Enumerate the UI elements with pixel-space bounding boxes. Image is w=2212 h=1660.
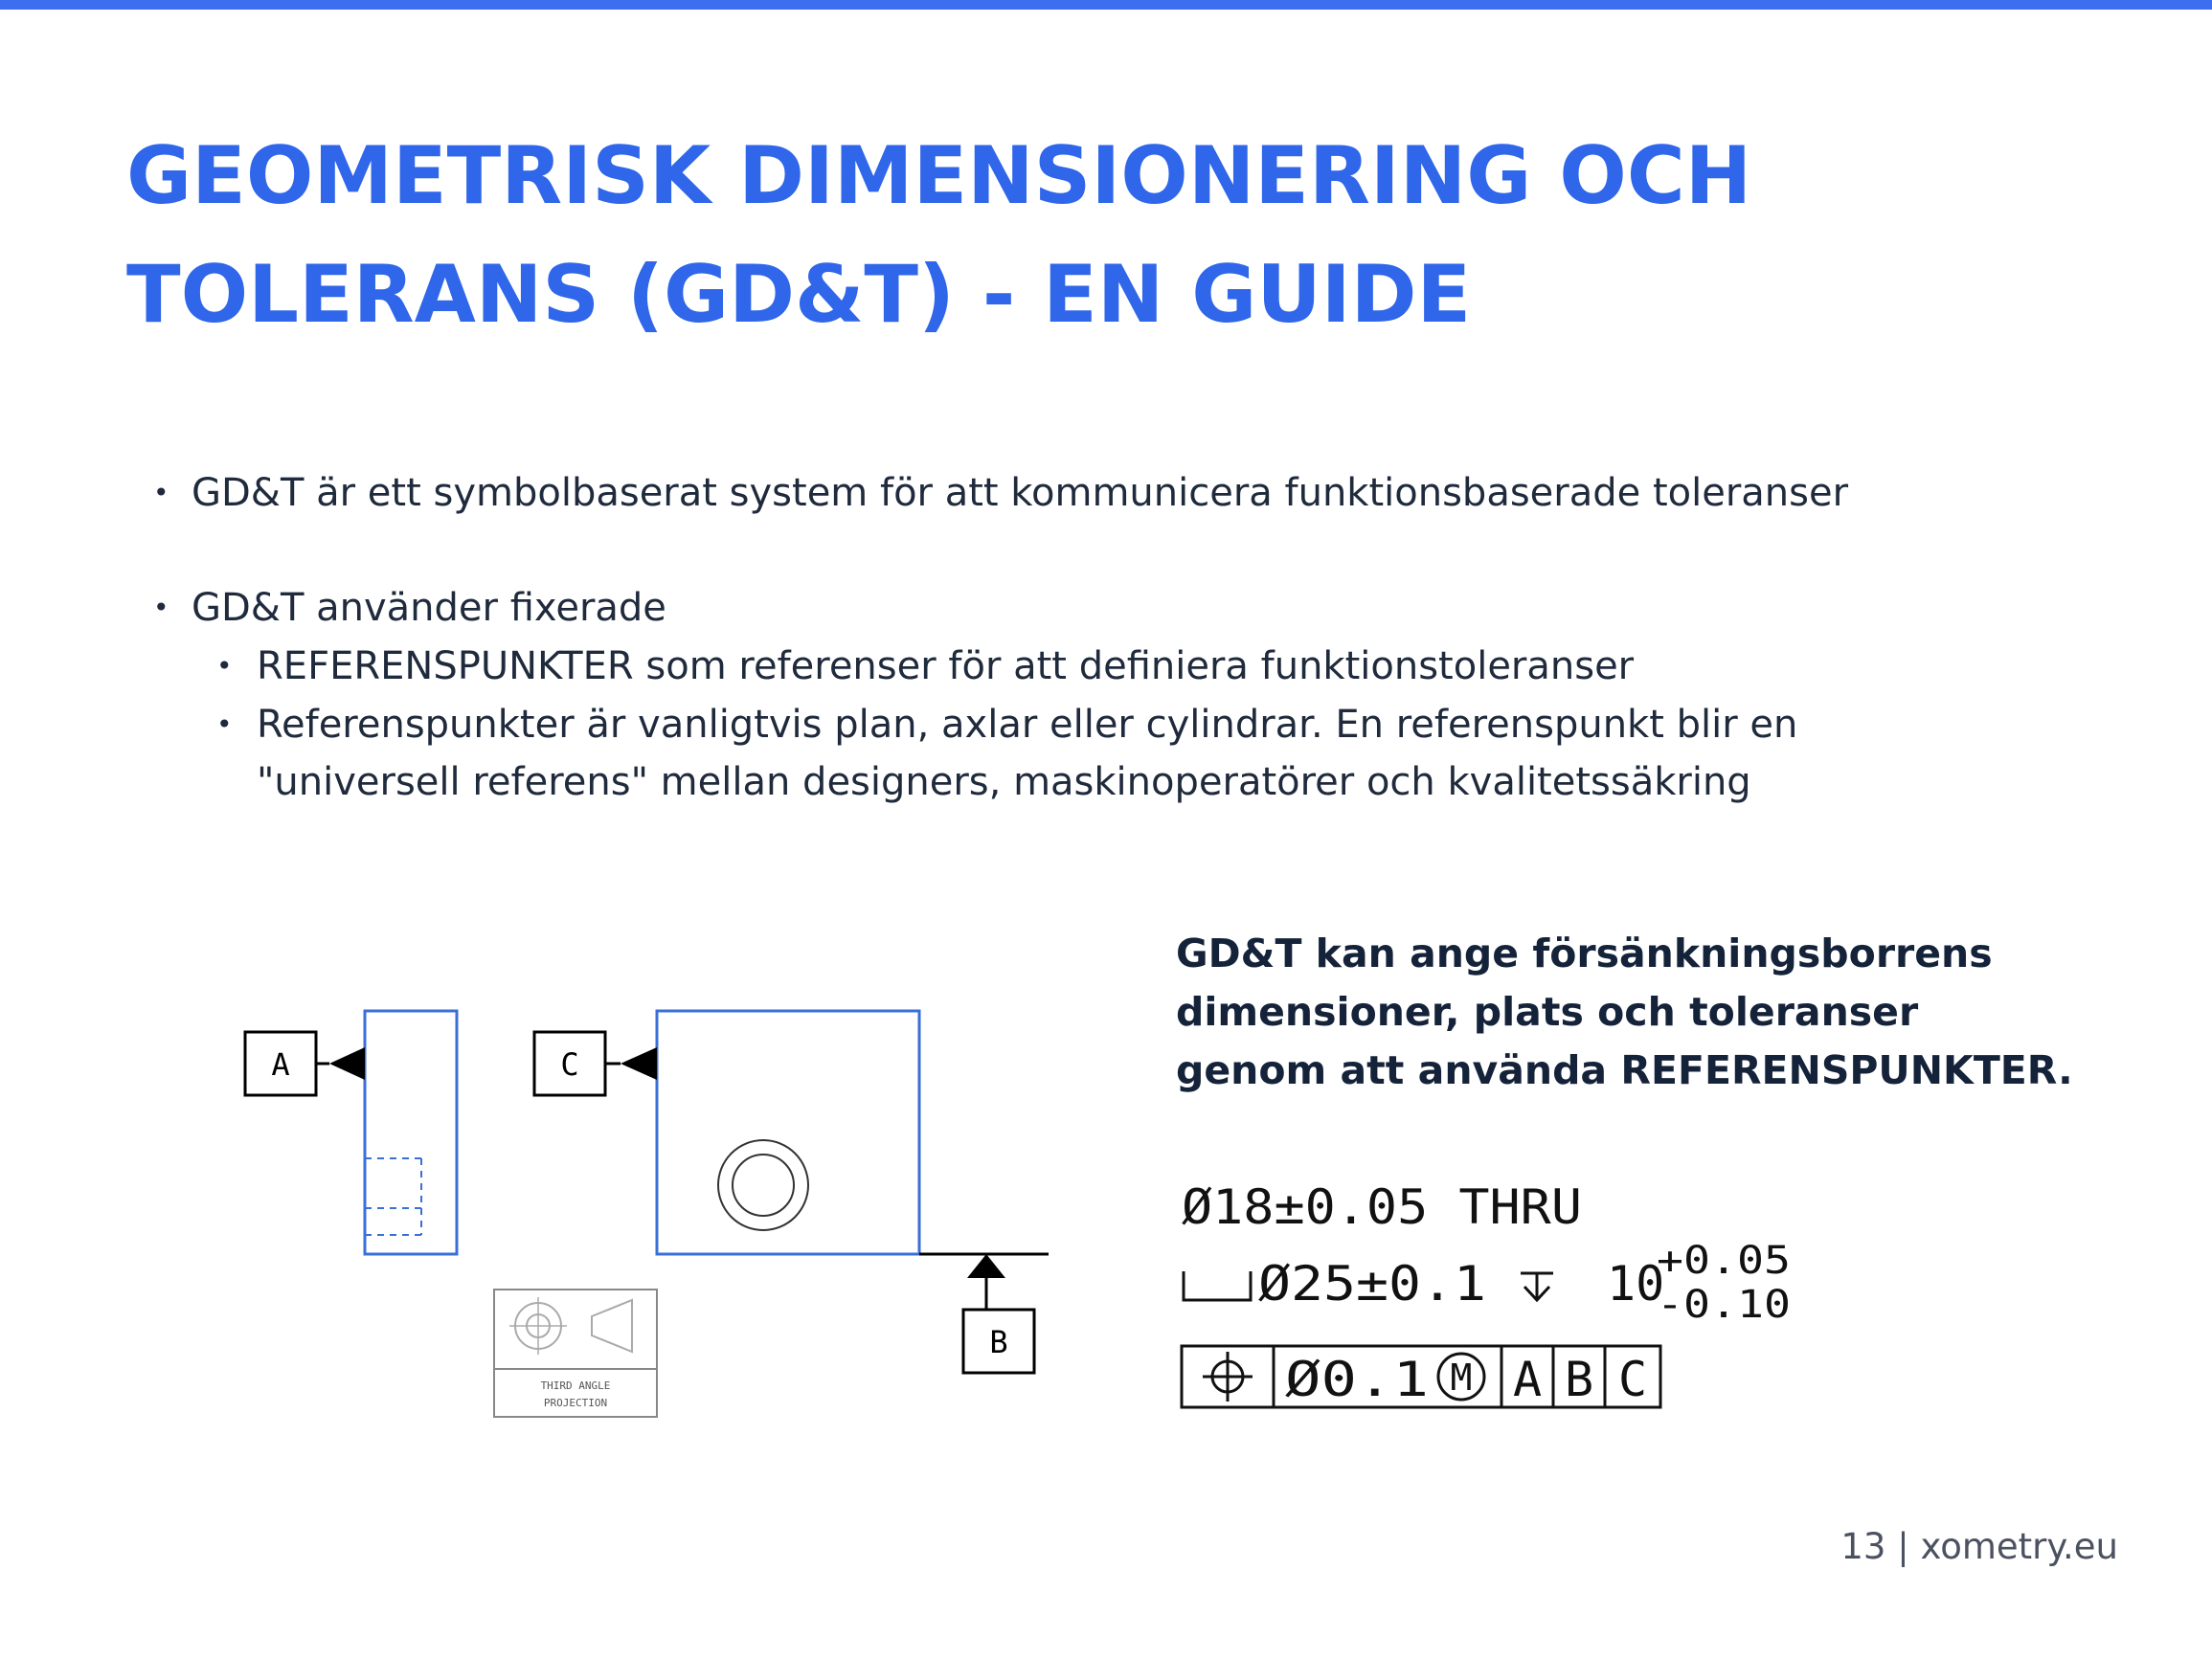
- datum-b-triangle: [967, 1254, 1005, 1278]
- projection-label-2: PROJECTION: [543, 1397, 608, 1409]
- datum-a-triangle: [329, 1047, 365, 1080]
- footer-site: xometry.eu: [1920, 1526, 2118, 1567]
- datum-b-label: B: [989, 1324, 1008, 1360]
- sub-bullet-item-continued: "universell referens" mellan designers, maskinoperatörer och kvalitetssäkring: [257, 760, 1751, 804]
- bullet-dot: •: [153, 477, 169, 508]
- drawing-caption: [1176, 925, 2133, 1100]
- fcf-datum-3: C: [1617, 1352, 1648, 1407]
- hole-inner: [733, 1155, 794, 1216]
- page-number: 13: [1840, 1526, 1886, 1567]
- counterbore-callout: Ø25±0.1: [1258, 1256, 1486, 1312]
- datum-a-label: A: [271, 1046, 290, 1083]
- side-view: [365, 1011, 457, 1254]
- hidden-lines: [365, 1158, 421, 1235]
- footer-separator: |: [1897, 1526, 1909, 1567]
- datum-c-triangle: [621, 1047, 657, 1080]
- sub-bullet-dot: •: [216, 708, 233, 740]
- caption-line-3: genom att använda REFERENSPUNKTER.: [1176, 1047, 2073, 1093]
- bullet-item: GD&T använder fixerade: [192, 586, 666, 630]
- fcf-datum-2: B: [1564, 1352, 1594, 1407]
- front-view: [657, 1011, 919, 1254]
- position-icon: [1203, 1352, 1253, 1402]
- page-footer: [1840, 1526, 2118, 1567]
- sub-bullet-item: REFERENSPUNKTER som referenser för att definiera funktionstoleranser: [257, 644, 1635, 688]
- datum-drawing: [230, 967, 1072, 1426]
- datum-c-label: C: [560, 1046, 579, 1083]
- sub-bullet-dot: •: [216, 650, 233, 682]
- third-angle-projection-symbol: [494, 1290, 657, 1417]
- projection-label-1: THIRD ANGLE: [540, 1380, 611, 1392]
- fcf-datum-1: A: [1512, 1352, 1543, 1407]
- title-line-1: GEOMETRISK DIMENSIONERING OCH: [126, 129, 1752, 222]
- depth-icon: [1521, 1273, 1553, 1300]
- fcf-tolerance: Ø0.1: [1285, 1352, 1429, 1407]
- fcf-modifier: M: [1450, 1357, 1473, 1399]
- depth-tolerance-plus: +0.05: [1657, 1239, 1791, 1283]
- bullet-item: GD&T är ett symbolbaserat system för att kommunicera funktionsbaserade toleranser: [192, 471, 1849, 515]
- caption-line-1: GD&T kan ange försänkningsborrens: [1176, 931, 1993, 976]
- gdt-callout: [1178, 1178, 1810, 1417]
- top-accent-bar: [0, 0, 2212, 10]
- caption-line-2: dimensioner, plats och toleranser: [1176, 989, 1919, 1035]
- counterbore-icon: [1184, 1271, 1251, 1300]
- hole-callout: Ø18±0.05 THRU: [1182, 1179, 1582, 1235]
- bullet-dot: •: [153, 592, 169, 623]
- sub-bullet-item: Referenspunkter är vanligtvis plan, axlar eller cylindrar. En referenspunkt blir en: [257, 703, 1798, 747]
- feature-control-frame: [1182, 1346, 1660, 1407]
- page-title: [126, 117, 1946, 354]
- title-line-2: TOLERANS (GD&T) - EN GUIDE: [126, 248, 1472, 341]
- depth-tolerance-minus: -0.10: [1657, 1283, 1791, 1327]
- depth-value: 10: [1607, 1256, 1665, 1312]
